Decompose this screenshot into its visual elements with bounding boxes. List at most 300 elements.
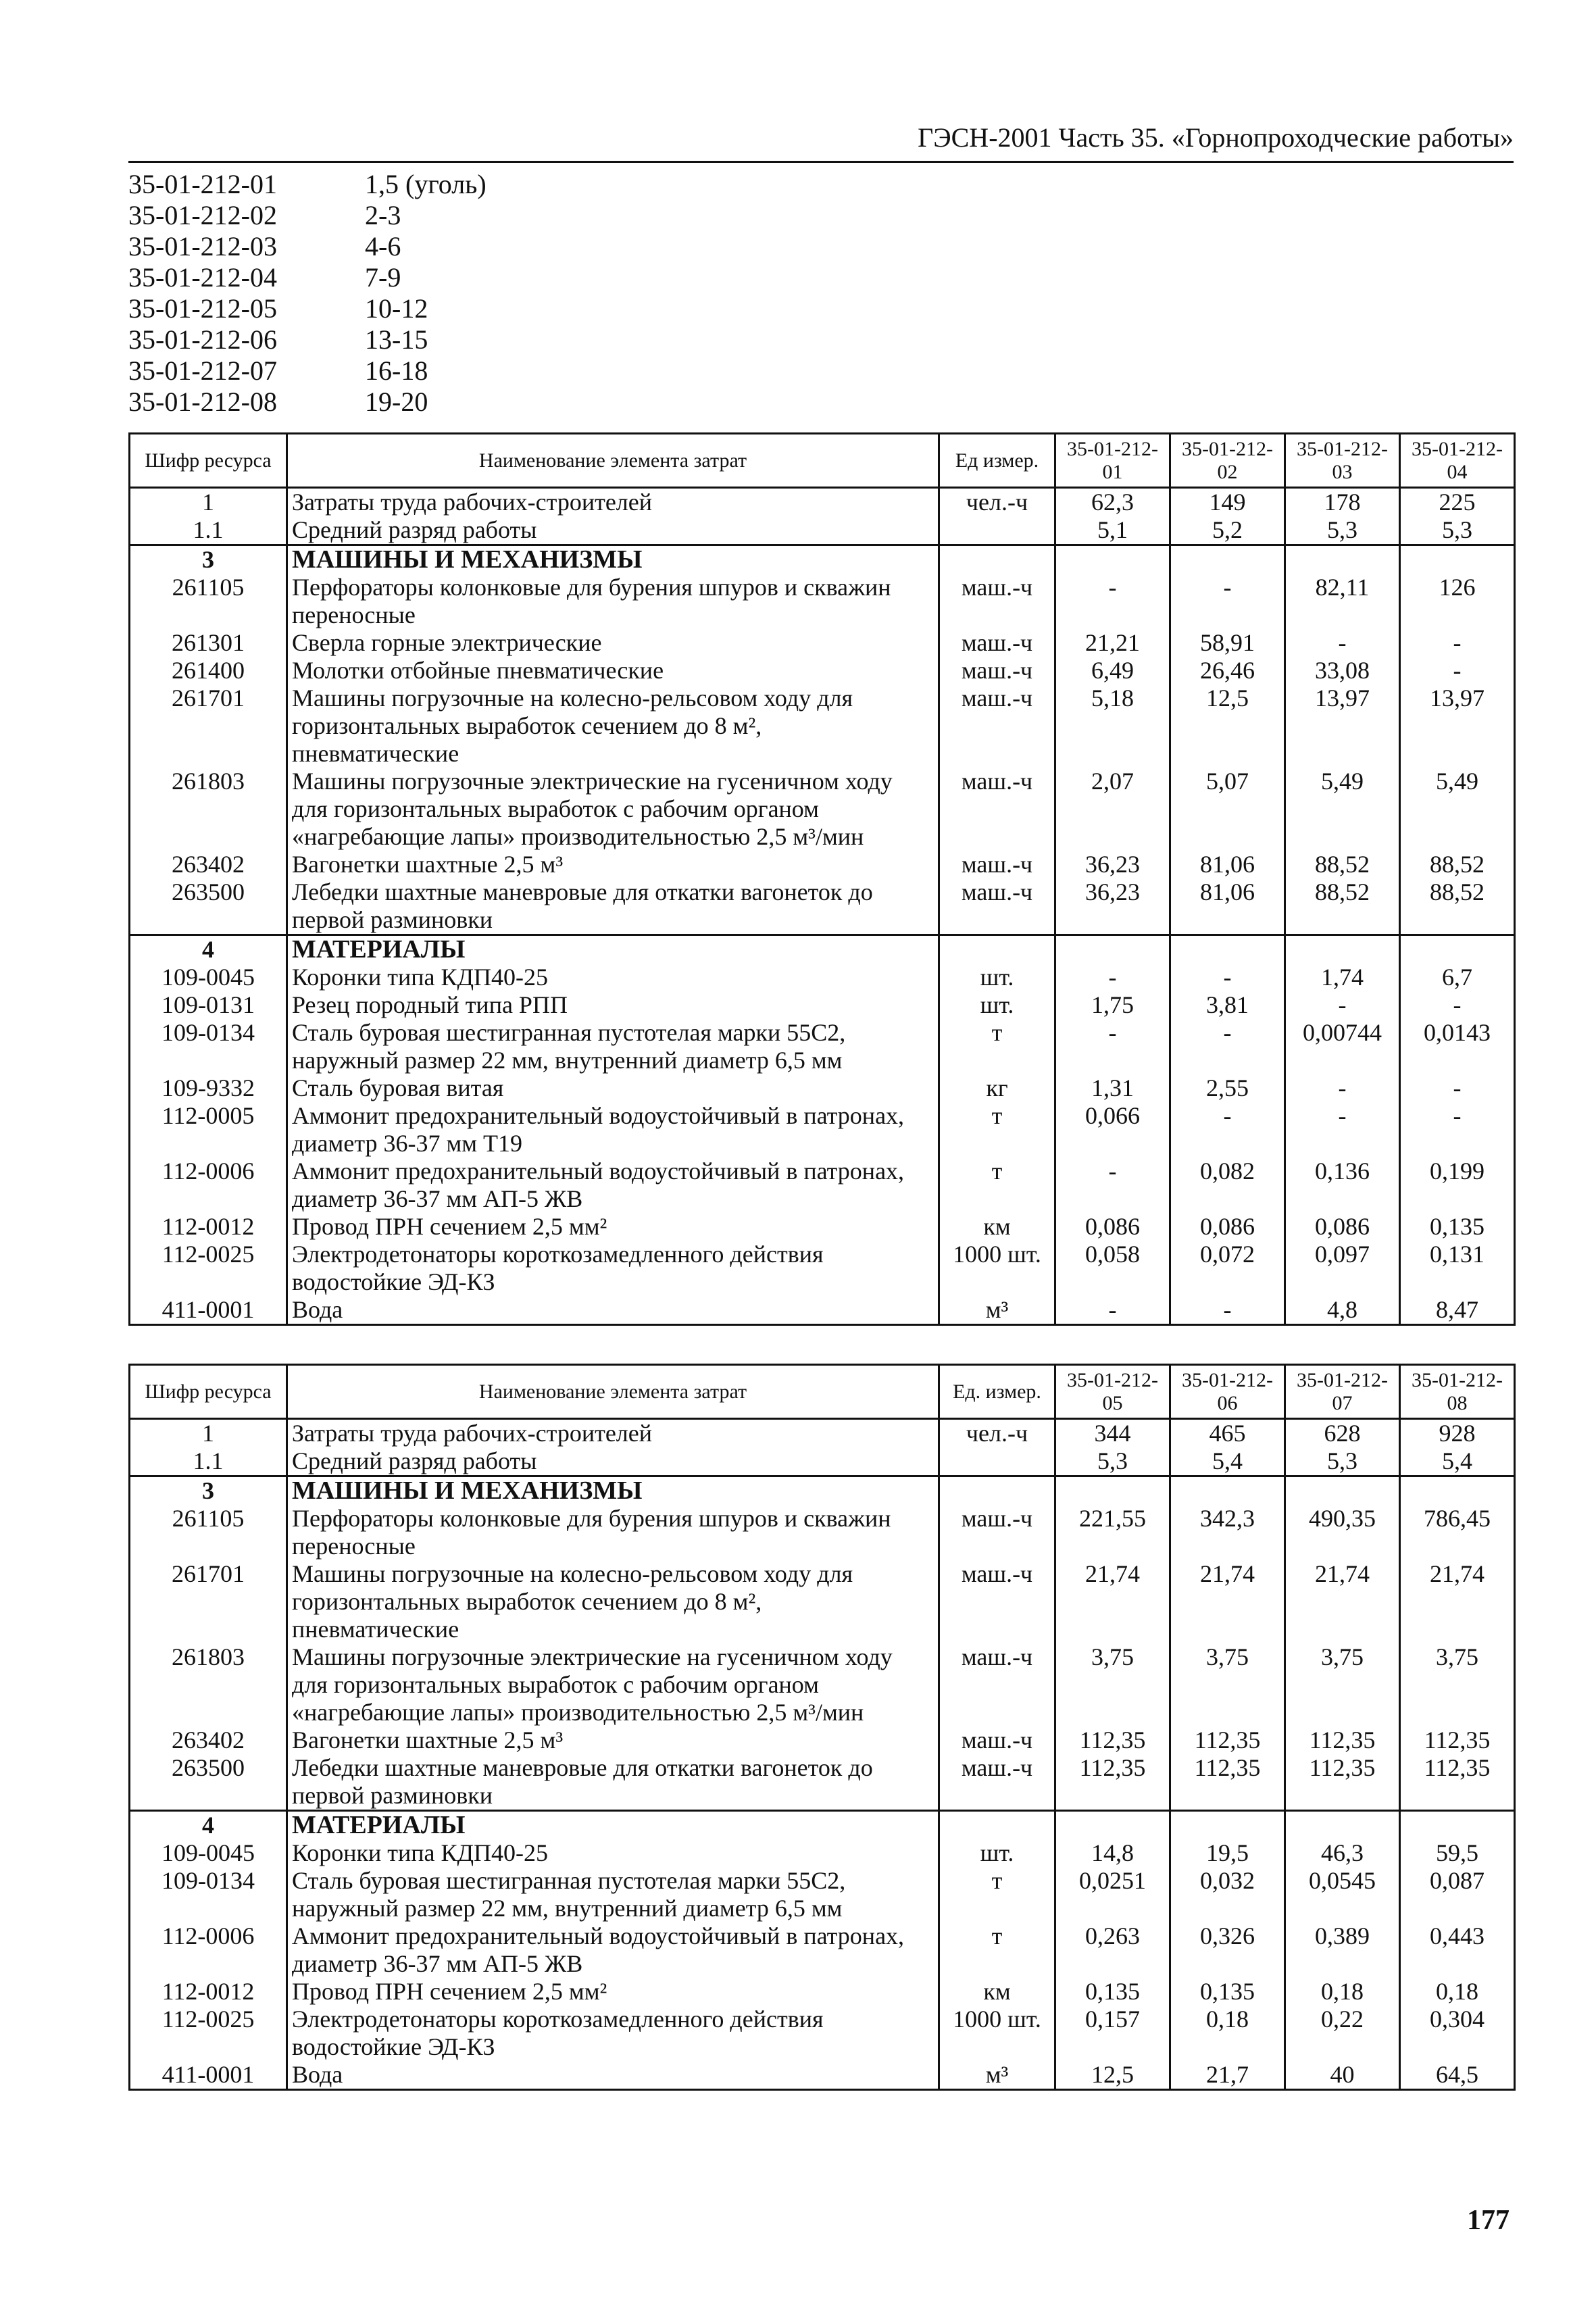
value-cell: 0,086	[1055, 1213, 1170, 1241]
code-list-item	[128, 231, 534, 262]
value-cell: 112,35	[1055, 1754, 1170, 1811]
header-norm-code: 35-01-212-02	[1170, 434, 1285, 488]
header-norm-code: 35-01-212-07	[1285, 1365, 1400, 1419]
value-cell: 1,74	[1285, 964, 1400, 991]
value-cell: 36,23	[1055, 878, 1170, 935]
unit-cell	[939, 935, 1055, 964]
value-cell: 0,263	[1055, 1922, 1170, 1978]
table-row	[130, 1476, 1515, 1505]
resource-code-cell: 261701	[130, 1560, 287, 1643]
cost-element-cell: Вагонетки шахтные 2,5 м³	[287, 851, 939, 878]
resource-code-cell: 3	[130, 1476, 287, 1505]
table-row	[130, 488, 1515, 517]
page-number: 177	[1467, 2205, 1510, 2236]
table-row	[130, 1102, 1515, 1158]
value-cell: -	[1170, 1296, 1285, 1325]
unit-cell: маш.-ч	[939, 1726, 1055, 1754]
section-title: МАШИНЫ И МЕХАНИЗМЫ	[287, 1476, 939, 1505]
value-cell: -	[1170, 1019, 1285, 1074]
cost-element-cell: Средний разряд работы	[287, 516, 939, 545]
resource-code-cell: 112-0025	[130, 2006, 287, 2061]
value-cell	[1055, 935, 1170, 964]
value-cell: 112,35	[1170, 1726, 1285, 1754]
value-cell: -	[1170, 574, 1285, 629]
value-cell: 5,18	[1055, 684, 1170, 768]
value-cell: 786,45	[1400, 1505, 1515, 1560]
value-cell: 0,086	[1285, 1213, 1400, 1241]
value-cell: -	[1285, 1074, 1400, 1102]
value-cell: 46,3	[1285, 1839, 1400, 1867]
code-description: 13-15	[365, 324, 428, 355]
value-cell: 0,135	[1055, 1978, 1170, 2006]
resource-code-cell: 263402	[130, 851, 287, 878]
resource-code-cell: 112-0012	[130, 1978, 287, 2006]
value-cell	[1055, 1811, 1170, 1840]
cost-element-cell: Аммонит предохранительный водоустойчивый в патронах, диаметр 36-37 мм АП-5 ЖВ	[287, 1158, 939, 1213]
value-cell: 6,49	[1055, 657, 1170, 684]
value-cell: 88,52	[1400, 851, 1515, 878]
table-row	[130, 2061, 1515, 2090]
resource-code-cell: 1.1	[130, 1447, 287, 1476]
cost-element-cell: Затраты труда рабочих-строителей	[287, 1419, 939, 1448]
unit-cell	[939, 1811, 1055, 1840]
section-title: МАТЕРИАЛЫ	[287, 935, 939, 964]
value-cell: 112,35	[1285, 1754, 1400, 1811]
cost-element-cell: Коронки типа КДП40-25	[287, 1839, 939, 1867]
cost-element-cell: Сталь буровая шестигранная пустотелая марки 55С2, наружный размер 22 мм, внутренний диаметр 6,5 мм	[287, 1019, 939, 1074]
resource-code-cell: 263500	[130, 878, 287, 935]
value-cell: -	[1400, 1102, 1515, 1158]
code-list	[128, 169, 534, 418]
resource-code-cell: 261701	[130, 684, 287, 768]
value-cell: -	[1400, 657, 1515, 684]
unit-cell: маш.-ч	[939, 1754, 1055, 1811]
value-cell: 221,55	[1055, 1505, 1170, 1560]
value-cell: 5,3	[1285, 516, 1400, 545]
resource-code-cell: 112-0012	[130, 1213, 287, 1241]
value-cell: 58,91	[1170, 629, 1285, 657]
unit-cell: т	[939, 1922, 1055, 1978]
table-row	[130, 935, 1515, 964]
value-cell: 81,06	[1170, 851, 1285, 878]
table-row	[130, 1019, 1515, 1074]
value-cell	[1170, 935, 1285, 964]
code-number: 35-01-212-04	[128, 262, 277, 293]
resource-code-cell: 3	[130, 545, 287, 574]
value-cell: 12,5	[1055, 2061, 1170, 2090]
value-cell: 5,3	[1055, 1447, 1170, 1476]
value-cell: 0,136	[1285, 1158, 1400, 1213]
table-row	[130, 684, 1515, 768]
unit-cell: чел.-ч	[939, 1419, 1055, 1448]
value-cell: -	[1400, 1074, 1515, 1102]
cost-element-cell: Сверла горные электрические	[287, 629, 939, 657]
value-cell: 88,52	[1285, 878, 1400, 935]
value-cell: 5,49	[1400, 768, 1515, 851]
table-row	[130, 1811, 1515, 1840]
value-cell: 225	[1400, 488, 1515, 517]
resource-table-1	[128, 432, 1516, 1326]
resource-code-cell: 261400	[130, 657, 287, 684]
section-title: МАШИНЫ И МЕХАНИЗМЫ	[287, 545, 939, 574]
code-list-item	[128, 169, 534, 200]
value-cell: 0,135	[1400, 1213, 1515, 1241]
value-cell: 5,3	[1400, 516, 1515, 545]
table-row	[130, 964, 1515, 991]
value-cell: 5,49	[1285, 768, 1400, 851]
table-row	[130, 1560, 1515, 1643]
resource-code-cell: 1	[130, 488, 287, 517]
table-row	[130, 1754, 1515, 1811]
resource-code-cell: 4	[130, 935, 287, 964]
table-row	[130, 1922, 1515, 1978]
value-cell: -	[1400, 629, 1515, 657]
resource-code-cell: 1.1	[130, 516, 287, 545]
cost-element-cell: Вода	[287, 1296, 939, 1325]
value-cell: 0,304	[1400, 2006, 1515, 2061]
value-cell: 0,326	[1170, 1922, 1285, 1978]
resource-code-cell: 112-0005	[130, 1102, 287, 1158]
value-cell: 1,75	[1055, 991, 1170, 1019]
value-cell	[1170, 1476, 1285, 1505]
value-cell: 0,389	[1285, 1922, 1400, 1978]
value-cell: 21,74	[1285, 1560, 1400, 1643]
value-cell: -	[1055, 1019, 1170, 1074]
value-cell: 0,097	[1285, 1241, 1400, 1296]
unit-cell: т	[939, 1158, 1055, 1213]
resource-code-cell: 109-0134	[130, 1867, 287, 1922]
table-row	[130, 1419, 1515, 1448]
value-cell: 88,52	[1285, 851, 1400, 878]
value-cell: 490,35	[1285, 1505, 1400, 1560]
table-row	[130, 768, 1515, 851]
resource-code-cell: 261105	[130, 574, 287, 629]
value-cell: 342,3	[1170, 1505, 1285, 1560]
cost-element-cell: Лебедки шахтные маневровые для откатки вагонеток до первой разминовки	[287, 878, 939, 935]
value-cell: -	[1400, 991, 1515, 1019]
value-cell: 5,4	[1400, 1447, 1515, 1476]
table-row	[130, 516, 1515, 545]
header-resource-code: Шифр ресурса	[130, 434, 287, 488]
value-cell: 0,199	[1400, 1158, 1515, 1213]
value-cell	[1400, 935, 1515, 964]
value-cell: 928	[1400, 1419, 1515, 1448]
value-cell: -	[1055, 1158, 1170, 1213]
value-cell: 21,74	[1400, 1560, 1515, 1643]
value-cell	[1400, 1476, 1515, 1505]
unit-cell: км	[939, 1978, 1055, 2006]
resource-code-cell: 261803	[130, 768, 287, 851]
value-cell: 81,06	[1170, 878, 1285, 935]
unit-cell: маш.-ч	[939, 851, 1055, 878]
value-cell: 8,47	[1400, 1296, 1515, 1325]
value-cell: 0,443	[1400, 1922, 1515, 1978]
value-cell	[1285, 545, 1400, 574]
table-row	[130, 1213, 1515, 1241]
table-row	[130, 1839, 1515, 1867]
value-cell: 0,157	[1055, 2006, 1170, 2061]
table-row	[130, 1726, 1515, 1754]
code-number: 35-01-212-07	[128, 355, 277, 386]
unit-cell: маш.-ч	[939, 684, 1055, 768]
value-cell: 5,1	[1055, 516, 1170, 545]
table-row	[130, 1241, 1515, 1296]
code-list-item	[128, 262, 534, 293]
value-cell	[1055, 545, 1170, 574]
table-row	[130, 878, 1515, 935]
resource-code-cell: 263402	[130, 1726, 287, 1754]
code-description: 7-9	[365, 262, 401, 293]
value-cell: 3,75	[1400, 1643, 1515, 1726]
resource-code-cell: 263500	[130, 1754, 287, 1811]
code-number: 35-01-212-02	[128, 200, 277, 230]
resource-code-cell: 109-0045	[130, 1839, 287, 1867]
value-cell	[1170, 1811, 1285, 1840]
cost-element-cell: Электродетонаторы короткозамедленного действия водостойкие ЭД-КЗ	[287, 2006, 939, 2061]
code-description: 16-18	[365, 355, 428, 386]
value-cell: 21,74	[1170, 1560, 1285, 1643]
cost-element-cell: Машины погрузочные на колесно-рельсовом ходу для горизонтальных выработок сечением до 8 м², пневматические	[287, 684, 939, 768]
cost-element-cell: Лебедки шахтные маневровые для откатки вагонеток до первой разминовки	[287, 1754, 939, 1811]
code-list-item	[128, 387, 534, 418]
resource-code-cell: 1	[130, 1419, 287, 1448]
unit-cell: маш.-ч	[939, 629, 1055, 657]
value-cell	[1400, 545, 1515, 574]
unit-cell: км	[939, 1213, 1055, 1241]
cost-element-cell: Затраты труда рабочих-строителей	[287, 488, 939, 517]
resource-code-cell: 109-0045	[130, 964, 287, 991]
value-cell: 59,5	[1400, 1839, 1515, 1867]
unit-cell	[939, 545, 1055, 574]
value-cell: 21,21	[1055, 629, 1170, 657]
value-cell: 5,4	[1170, 1447, 1285, 1476]
table-row	[130, 851, 1515, 878]
value-cell: 19,5	[1170, 1839, 1285, 1867]
value-cell: 6,7	[1400, 964, 1515, 991]
value-cell: 0,032	[1170, 1867, 1285, 1922]
header-resource-code: Шифр ресурса	[130, 1365, 287, 1419]
code-number: 35-01-212-05	[128, 293, 277, 324]
code-description: 4-6	[365, 231, 401, 262]
unit-cell: шт.	[939, 991, 1055, 1019]
value-cell: 3,81	[1170, 991, 1285, 1019]
table-row	[130, 2006, 1515, 2061]
unit-cell: маш.-ч	[939, 1643, 1055, 1726]
cost-element-cell: Провод ПРН сечением 2,5 мм²	[287, 1213, 939, 1241]
value-cell: 64,5	[1400, 2061, 1515, 2090]
code-list-item	[128, 293, 534, 324]
code-list-item	[128, 324, 534, 355]
cost-element-cell: Аммонит предохранительный водоустойчивый в патронах, диаметр 36-37 мм АП-5 ЖВ	[287, 1922, 939, 1978]
value-cell	[1170, 545, 1285, 574]
value-cell: 5,07	[1170, 768, 1285, 851]
cost-element-cell: Машины погрузочные электрические на гусеничном ходу для горизонтальных выработок с рабочим органом «нагребающие лапы» производительностью 2,5 м³/мин	[287, 768, 939, 851]
unit-cell: маш.-ч	[939, 1560, 1055, 1643]
header-norm-code: 35-01-212-06	[1170, 1365, 1285, 1419]
value-cell: 0,082	[1170, 1158, 1285, 1213]
table-body	[130, 1419, 1515, 2090]
value-cell: 21,7	[1170, 2061, 1285, 2090]
value-cell: 0,0545	[1285, 1867, 1400, 1922]
cost-element-cell: Сталь буровая витая	[287, 1074, 939, 1102]
resource-code-cell: 109-0131	[130, 991, 287, 1019]
table-row	[130, 1643, 1515, 1726]
cost-element-cell: Средний разряд работы	[287, 1447, 939, 1476]
unit-cell: м³	[939, 2061, 1055, 2090]
value-cell: -	[1285, 629, 1400, 657]
section-title: МАТЕРИАЛЫ	[287, 1811, 939, 1840]
unit-cell: маш.-ч	[939, 1505, 1055, 1560]
value-cell	[1055, 1476, 1170, 1505]
code-number: 35-01-212-03	[128, 231, 277, 262]
unit-cell: шт.	[939, 964, 1055, 991]
value-cell: 0,18	[1285, 1978, 1400, 2006]
value-cell: 344	[1055, 1419, 1170, 1448]
value-cell: -	[1055, 1296, 1170, 1325]
value-cell: -	[1055, 964, 1170, 991]
value-cell: 0,086	[1170, 1213, 1285, 1241]
cost-element-cell: Провод ПРН сечением 2,5 мм²	[287, 1978, 939, 2006]
unit-cell: маш.-ч	[939, 574, 1055, 629]
resource-code-cell: 112-0006	[130, 1158, 287, 1213]
value-cell: 112,35	[1170, 1754, 1285, 1811]
unit-cell: чел.-ч	[939, 488, 1055, 517]
value-cell	[1285, 1811, 1400, 1840]
value-cell: 0,066	[1055, 1102, 1170, 1158]
resource-code-cell: 112-0006	[130, 1922, 287, 1978]
value-cell: 3,75	[1170, 1643, 1285, 1726]
value-cell: 628	[1285, 1419, 1400, 1448]
code-number: 35-01-212-08	[128, 387, 277, 417]
header-norm-code: 35-01-212-01	[1055, 434, 1170, 488]
resource-code-cell: 261301	[130, 629, 287, 657]
value-cell: 149	[1170, 488, 1285, 517]
value-cell: 36,23	[1055, 851, 1170, 878]
resource-code-cell: 261803	[130, 1643, 287, 1726]
resource-code-cell: 411-0001	[130, 2061, 287, 2090]
value-cell: 2,07	[1055, 768, 1170, 851]
resource-code-cell: 261105	[130, 1505, 287, 1560]
unit-cell	[939, 1476, 1055, 1505]
value-cell: 3,75	[1285, 1643, 1400, 1726]
table-row	[130, 545, 1515, 574]
cost-element-cell: Коронки типа КДП40-25	[287, 964, 939, 991]
header-norm-code: 35-01-212-04	[1400, 434, 1515, 488]
value-cell: 13,97	[1400, 684, 1515, 768]
table-row	[130, 1505, 1515, 1560]
resource-code-cell: 112-0025	[130, 1241, 287, 1296]
unit-cell: т	[939, 1867, 1055, 1922]
cost-element-cell: Молотки отбойные пневматические	[287, 657, 939, 684]
table-row	[130, 1978, 1515, 2006]
value-cell: 4,8	[1285, 1296, 1400, 1325]
value-cell: -	[1285, 991, 1400, 1019]
header-norm-code: 35-01-212-05	[1055, 1365, 1170, 1419]
unit-cell: 1000 шт.	[939, 1241, 1055, 1296]
table-row	[130, 629, 1515, 657]
value-cell: 33,08	[1285, 657, 1400, 684]
value-cell: 13,97	[1285, 684, 1400, 768]
value-cell: 0,072	[1170, 1241, 1285, 1296]
unit-cell	[939, 1447, 1055, 1476]
code-number: 35-01-212-06	[128, 324, 277, 355]
value-cell: 178	[1285, 488, 1400, 517]
unit-cell: маш.-ч	[939, 657, 1055, 684]
code-description: 19-20	[365, 387, 428, 417]
value-cell: 21,74	[1055, 1560, 1170, 1643]
value-cell: 2,55	[1170, 1074, 1285, 1102]
header-norm-code: 35-01-212-03	[1285, 434, 1400, 488]
cost-element-cell: Аммонит предохранительный водоустойчивый в патронах, диаметр 36-37 мм Т19	[287, 1102, 939, 1158]
table-row	[130, 1074, 1515, 1102]
unit-cell	[939, 516, 1055, 545]
cost-element-cell: Перфораторы колонковые для бурения шпуров и скважин переносные	[287, 574, 939, 629]
cost-element-cell: Вода	[287, 2061, 939, 2090]
value-cell: 88,52	[1400, 878, 1515, 935]
header-norm-code: 35-01-212-08	[1400, 1365, 1515, 1419]
resource-table-2	[128, 1364, 1516, 2091]
resource-code-cell: 4	[130, 1811, 287, 1840]
document-title: ГЭСН-2001 Часть 35. «Горнопроходческие работы»	[918, 122, 1514, 153]
value-cell: 0,131	[1400, 1241, 1515, 1296]
resource-code-cell: 411-0001	[130, 1296, 287, 1325]
header-cost-element: Наименование элемента затрат	[287, 1365, 939, 1419]
code-number: 35-01-212-01	[128, 169, 277, 199]
unit-cell: 1000 шт.	[939, 2006, 1055, 2061]
value-cell: 0,18	[1170, 2006, 1285, 2061]
unit-cell: м³	[939, 1296, 1055, 1325]
value-cell: 112,35	[1400, 1726, 1515, 1754]
cost-element-cell: Вагонетки шахтные 2,5 м³	[287, 1726, 939, 1754]
value-cell: 0,135	[1170, 1978, 1285, 2006]
value-cell: 3,75	[1055, 1643, 1170, 1726]
cost-element-cell: Машины погрузочные на колесно-рельсовом ходу для горизонтальных выработок сечением до 8 м², пневматические	[287, 1560, 939, 1643]
value-cell: 126	[1400, 574, 1515, 629]
value-cell: 0,18	[1400, 1978, 1515, 2006]
value-cell: 0,087	[1400, 1867, 1515, 1922]
code-description: 10-12	[365, 293, 428, 324]
value-cell: 5,2	[1170, 516, 1285, 545]
value-cell	[1285, 1476, 1400, 1505]
header-unit: Ед. измер.	[939, 1365, 1055, 1419]
table-row	[130, 1447, 1515, 1476]
value-cell: 0,0143	[1400, 1019, 1515, 1074]
code-description: 1,5 (уголь)	[365, 169, 487, 199]
value-cell: 82,11	[1285, 574, 1400, 629]
table-row	[130, 1158, 1515, 1213]
value-cell: 1,31	[1055, 1074, 1170, 1102]
value-cell: 5,3	[1285, 1447, 1400, 1476]
value-cell: -	[1170, 1102, 1285, 1158]
code-description: 2-3	[365, 200, 401, 230]
unit-cell: т	[939, 1102, 1055, 1158]
value-cell: 12,5	[1170, 684, 1285, 768]
cost-element-cell: Перфораторы колонковые для бурения шпуров и скважин переносные	[287, 1505, 939, 1560]
table-row	[130, 1867, 1515, 1922]
unit-cell: т	[939, 1019, 1055, 1074]
unit-cell: маш.-ч	[939, 768, 1055, 851]
header-unit: Ед измер.	[939, 434, 1055, 488]
value-cell: 112,35	[1285, 1726, 1400, 1754]
cost-element-cell: Электродетонаторы короткозамедленного действия водостойкие ЭД-КЗ	[287, 1241, 939, 1296]
table-row	[130, 1296, 1515, 1325]
cost-element-cell: Машины погрузочные электрические на гусеничном ходу для горизонтальных выработок с рабочим органом «нагребающие лапы» производительностью 2,5 м³/мин	[287, 1643, 939, 1726]
page-header	[128, 120, 1514, 163]
value-cell: 14,8	[1055, 1839, 1170, 1867]
value-cell: 0,058	[1055, 1241, 1170, 1296]
code-list-item	[128, 355, 534, 387]
value-cell: 26,46	[1170, 657, 1285, 684]
